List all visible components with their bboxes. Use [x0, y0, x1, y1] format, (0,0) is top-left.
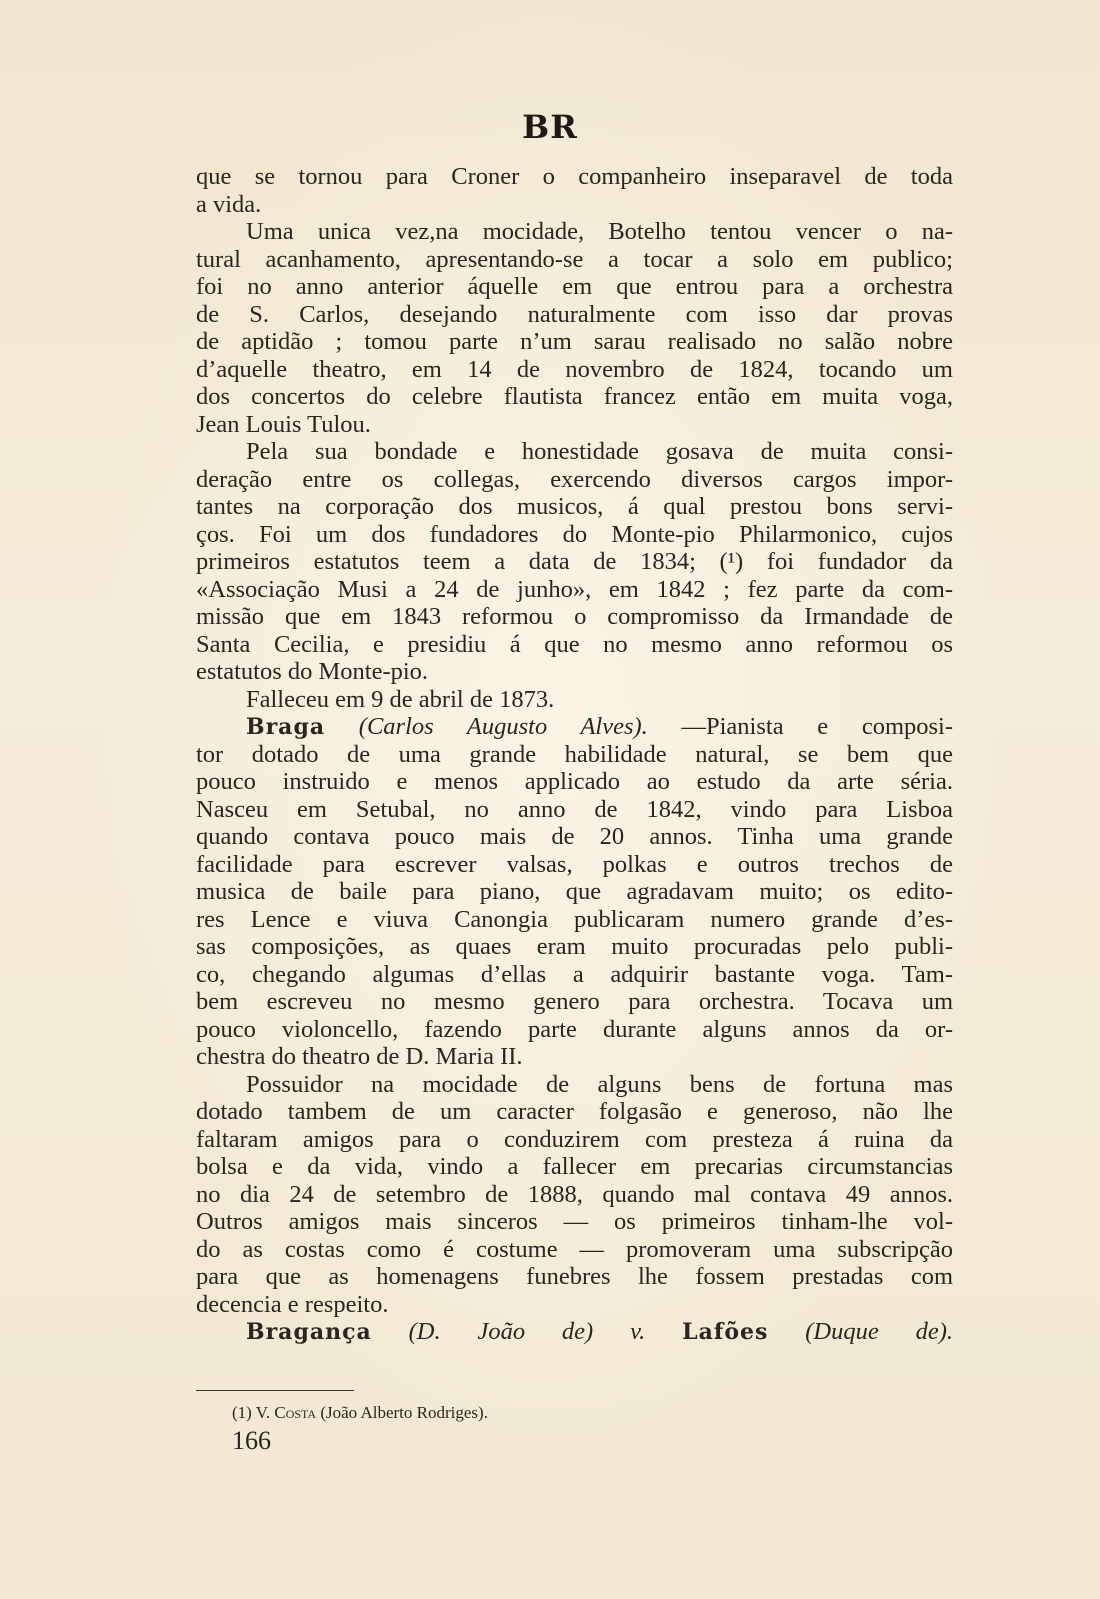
text-line: Outros amigos mais sinceros — os primeiros tinham-lhe vol-	[196, 1208, 953, 1235]
entry-braga-line	[196, 713, 953, 741]
page-number: 166	[232, 1426, 271, 1455]
text-line: co, chegando algumas d’ellas a adquirir bastante voga. Tam-	[196, 960, 953, 988]
text-line: «Associação Musi a 24 de junho», em 1842 ; fez parte da com-	[196, 575, 953, 603]
text-line: de S. Carlos, desejando naturalmente com isso dar provas	[196, 300, 953, 328]
footnote-rule	[196, 1390, 354, 1391]
running-head: BR	[522, 108, 578, 146]
text-line: Santa Cecilia, e presidiu á que no mesmo anno reformou os	[196, 630, 953, 658]
text-line: faltaram amigos para o conduzirem com presteza á ruina da	[196, 1125, 953, 1153]
entry-name: (Carlos Augusto Alves).	[358, 713, 648, 740]
text-line: bem escreveu no mesmo genero para orchestra. Tocava um	[196, 988, 953, 1015]
text-line: no dia 24 de setembro de 1888, quando mal contava 49 annos.	[196, 1180, 953, 1208]
text-line: Pela sua bondade e honestidade gosava de muita consi-	[246, 438, 953, 465]
text-line: missão que em 1843 reformou o compromisso da Irmandade de	[196, 603, 953, 630]
text-line: do as costas como é costume — promoveram uma subscripção	[196, 1235, 953, 1263]
text-line: Falleceu em 9 de abril de 1873.	[246, 685, 555, 713]
text-line: foi no anno anterior áquelle em que entrou para a orchestra	[196, 273, 953, 300]
entry-name: (D. João de) v.	[371, 1318, 683, 1345]
entry-text: —Pianista e composi-	[647, 713, 954, 740]
entry-headword: Bragança	[246, 1319, 372, 1345]
footnote-prefix: V.	[251, 1403, 275, 1422]
text-line: d’aquelle theatro, em 14 de novembro de 1824, tocando um	[196, 355, 953, 383]
text-line: dos concertos do celebre flautista francez então em muita voga,	[196, 383, 953, 410]
text-line: Jean Louis Tulou.	[196, 410, 371, 438]
text-line: res Lence e viuva Canongia publicaram numero grande d’es-	[196, 905, 953, 933]
text-line: Uma unica vez,na mocidade, Botelho tentou vencer o na-	[246, 218, 953, 245]
entry-braganca-line	[196, 1318, 953, 1346]
text-line: chestra do theatro de D. Maria II.	[196, 1043, 523, 1070]
footnote-marker: (1)	[232, 1403, 252, 1422]
text-line: sas composições, as quaes eram muito procuradas pelo publi-	[196, 933, 953, 960]
text-line: quando contava pouco mais de 20 annos. Tinha uma grande	[196, 823, 953, 850]
cross-reference-headword: Lafões	[682, 1319, 769, 1345]
text-line: tural acanhamento, apresentando-se a tocar a solo em publico;	[196, 245, 953, 273]
text-line: primeiros estatutos teem a data de 1834; (¹) foi fundador da	[196, 548, 953, 575]
body-text	[196, 163, 953, 1346]
text-line: de aptidão ; tomou parte n’um sarau realisado no salão nobre	[196, 328, 953, 355]
text-line: estatutos do Monte-pio.	[196, 658, 429, 685]
text-line: decencia e respeito.	[196, 1290, 389, 1318]
text-line: dotado tambem de um caracter folgasão e generoso, não lhe	[196, 1098, 953, 1125]
text-line: facilidade para escrever valsas, polkas e outros trechos de	[196, 850, 953, 878]
footnote	[232, 1403, 488, 1423]
text-line: pouco violoncello, fazendo parte durante alguns annos da or-	[196, 1015, 953, 1043]
text-line: Possuidor na mocidade de alguns bens de fortuna mas	[246, 1070, 953, 1098]
entry-headword: Braga	[246, 714, 326, 740]
text-line: que se tornou para Croner o companheiro inseparavel de toda	[196, 163, 953, 190]
text-line: tor dotado de uma grande habilidade natural, se bem que	[196, 740, 953, 768]
text-line: para que as homenagens funebres lhe fossem prestadas com	[196, 1263, 953, 1290]
text-line: bolsa e da vida, vindo a fallecer em precarias circumstancias	[196, 1153, 953, 1180]
cross-reference-name: (Duque de).	[768, 1318, 953, 1345]
text-line: Nasceu em Setubal, no anno de 1842, vindo para Lisboa	[196, 795, 953, 823]
text-line: tantes na corporação dos musicos, á qual prestou bons servi-	[196, 493, 953, 520]
text-line: a vida.	[196, 190, 262, 218]
text-line: pouco instruido e menos applicado ao estudo da arte séria.	[196, 768, 953, 795]
text-line: musica de baile para piano, que agradavam muito; os edito-	[196, 878, 953, 905]
footnote-name: Costa	[274, 1403, 317, 1422]
text-line: ços. Foi um dos fundadores do Monte-pio Philarmonico, cujos	[196, 520, 953, 548]
text-line: deração entre os collegas, exercendo diversos cargos impor-	[196, 465, 953, 493]
footnote-text: (João Alberto Rodriges).	[316, 1403, 488, 1422]
